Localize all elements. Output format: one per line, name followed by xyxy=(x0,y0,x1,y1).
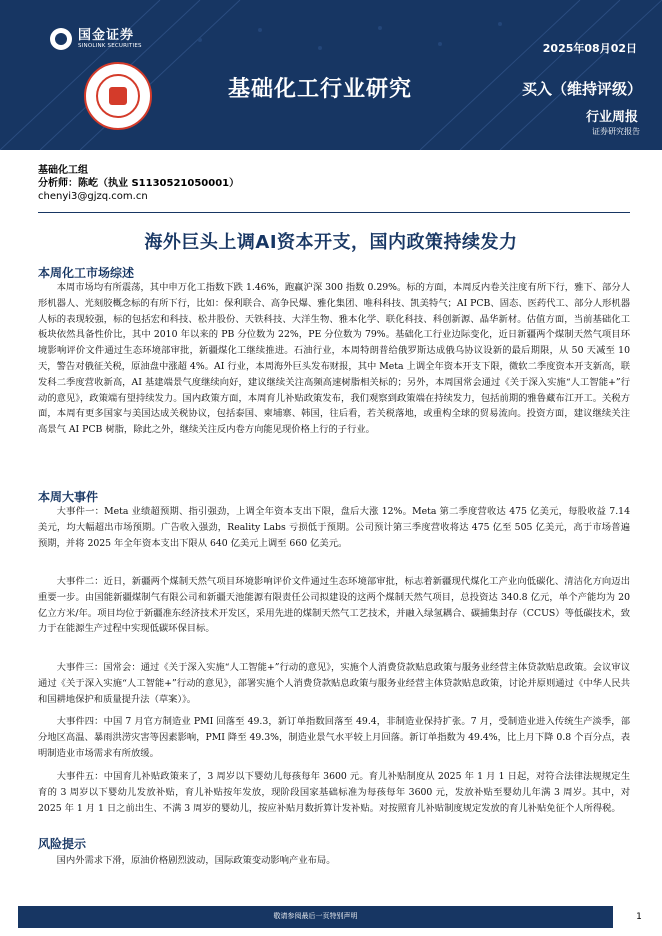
seal-badge-icon xyxy=(84,62,152,130)
headline: 海外巨头上调AI资本开支，国内政策持续发力 xyxy=(144,232,518,253)
event-item: 大事件五：中国育儿补贴政策来了，3 周岁以下婴幼儿每孩每年 3600 元。育儿补贴制度从 2025 年 1 月 1 日起，对符合法律法规规定生育的 3 周岁以下婴幼儿发放补贴，育儿补贴按年发放，现阶段国家基础标准为每孩每年 3600 元，发放补贴至婴幼儿年满 3 周岁。其中，对 2025 年 1 月 1 日之前出生、不满 3 周岁的婴幼儿，按应补贴月数折算计发补贴。对按照育儿补贴制度规定发放的育儿补贴免征个人所得税。 xyxy=(38,771,630,814)
event-item: 大事件一：Meta 业绩超预期、指引强劲，上调全年资本支出下限，盘后大涨 12%。Meta 第二季度营收达 475 亿美元，每股收益 7.14 美元，均大幅超出市场预期。广告收入强劲，Reality Labs 亏损低于预期。公司预计第三季度营收将达 475 亿至 505 亿美元，高于市场普遍预期，并将 2025 年全年资本支出下限从 640 亿美元上调至 660 亿美元。 xyxy=(38,506,630,549)
event-item: 大事件三：国常会：通过《关于深入实施“人工智能+”行动的意见》，实施个人消费贷款贴息政策与服务业经营主体贷款贴息政策。会议审议通过《关于深入实施“人工智能+”行动的意见》，部署实施个人消费贷款贴息政策与服务业经营主体贷款贴息政策，讨论并原则通过《中华人民共和国耕地保护和质量提升法（草案）》。 xyxy=(38,662,630,705)
footer-disclaimer[interactable]: 敬请参阅最后一页特别声明 xyxy=(273,912,358,920)
logo-icon xyxy=(50,28,72,50)
rating-label: 买入（维持评级） xyxy=(521,80,642,98)
section-title-overview: 本周化工市场综述 xyxy=(38,266,135,280)
report-title: 基础化工行业研究 xyxy=(228,77,413,102)
logo-name-cn: 国金证券 xyxy=(78,27,135,43)
divider xyxy=(38,212,630,213)
report-date: 2025年08月02日 xyxy=(542,42,637,55)
report-type: 行业周报 xyxy=(585,110,638,125)
section-title-events: 本周大事件 xyxy=(38,490,99,504)
page-number: 1 xyxy=(636,912,642,922)
overview-paragraph: 本周市场均有所震荡，其中申万化工指数下跌 1.46%，跑赢沪深 300 指数 0.29%。标的方面，本周反内卷关注度有所下行，雅下、部分人形机器人、光刻胶概念标的有所下行，比如：保利联合、高争民爆、雅化集团、唯科科技、凯美特气；AI PCB、固态、医药代工、部分人形机器人标的表现较强，标的包括宏和科技、松井股份、天铁科技、大洋生物、雅本化学、联化科技、科创新源、晶华新材。估值方面，当前基础化工板块依然具备性价比，其中 2010 年以来的 PB 分位数为 22%，PE 分位数为 79%。基础化工行业边际变化，近日新疆两个煤制天然气项目环境影响评价文件通过生态环境部审批，新疆煤化工继续推进。石油行业，本周特朗普给俄罗斯达成俄乌协议设新的最后期限，从 50 天减至 10 天，警告对俄征关税，原油盘中涨超 4%。AI 行业，本周海外巨头发布财报，其中 Meta 上调全年资本开支下限，微软二季度资本开支新高，联发科二季度营收新高，AI 基建端景气度继续向好，建议继续关注高频高速树脂相关标的；另外，本周国常会通过《关于深入实施“人工智能+”行动的意见》，政策端有望持续发力。国内政策方面，本周育儿补贴政策发布，我们观察到政策端在持续发力，包括前期的雅鲁藏布江开工。关税方面，本周有更多国家与美国达成关税协议，包括泰国、柬埔寨、韩国，往后看，若关税落地，或重构全球的贸易流向。投资方面，建议继续关注高景气 AI PCB 树脂，除此之外，继续关注反内卷方向能见现价格上行的子行业。 xyxy=(38,282,630,436)
event-item: 大事件四：中国 7 月官方制造业 PMI 回落至 49.3，新订单指数回落至 49.4，非制造业保持扩张。7 月，受制造业进入传统生产淡季，部分地区高温、暴雨洪涝灾害等因素影响，PMI 降至 49.3%，制造业景气水平较上月回落。新订单指数为 49.4%，比上月下降 0.8 个百分点，表明制造业市场需求有所放缓。 xyxy=(38,716,630,759)
report-header xyxy=(0,0,662,150)
analyst-group: 基础化工组 xyxy=(38,165,88,176)
company-logo xyxy=(50,28,142,50)
section-title-risk: 风险提示 xyxy=(38,837,87,851)
analyst-email[interactable]: chenyi3@gjzq.com.cn xyxy=(38,191,148,202)
logo-name-en: SINOLINK SECURITIES xyxy=(78,42,142,49)
risk-paragraph: 国内外需求下滑，原油价格剧烈波动，国际政策变动影响产业布局。 xyxy=(56,855,336,866)
event-item: 大事件二：近日，新疆两个煤制天然气项目环境影响评价文件通过生态环境部审批，标志着新疆现代煤化工产业向低碳化、清洁化方向迈出重要一步。由国能新疆煤制气有限公司和新疆天池能源有限责任公司拟建设的这两个煤制天然气项目，总投资达 340.8 亿元，单个产能均为 20 亿立方米/年。项目均位于新疆准东经济技术开发区，采用先进的煤制天然气工艺技术，并融入绿氢耦合、碳捕集封存（CCUS）等低碳技术，致力于在能源生产过程中实现低碳环保目标。 xyxy=(38,576,630,635)
analyst-info xyxy=(38,164,239,203)
analyst-name: 分析师：陈屹（执业 S1130521050001） xyxy=(38,178,240,189)
report-subtype: 证券研究报告 xyxy=(592,127,640,136)
